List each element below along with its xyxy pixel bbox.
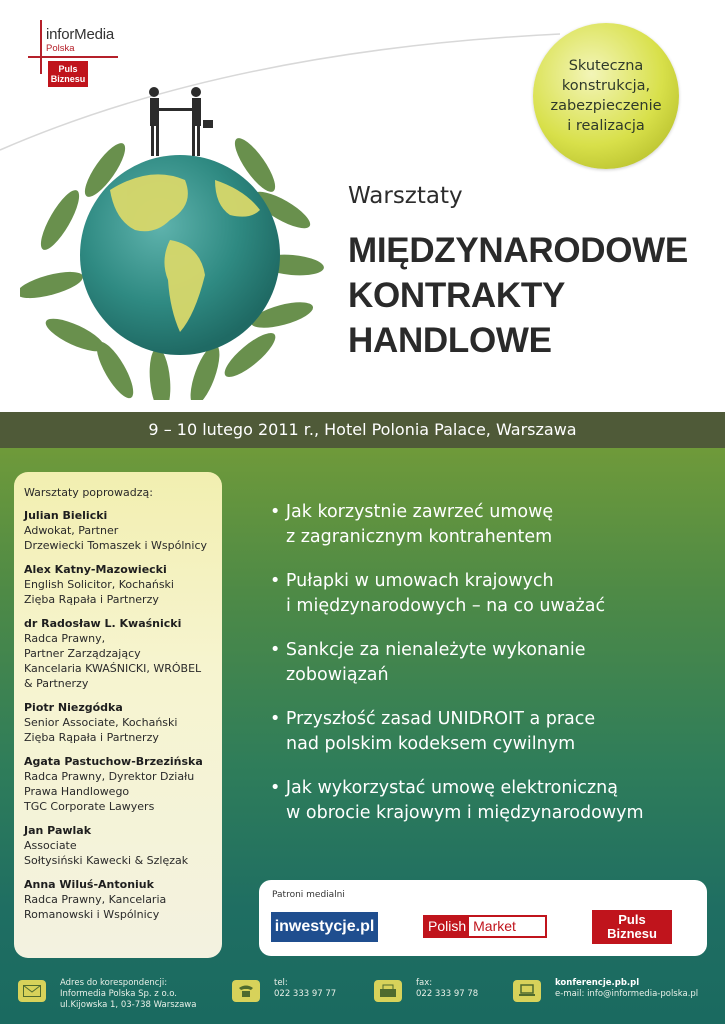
- speaker-role: Kancelaria KWAŚNICKI, WRÓBEL: [24, 662, 202, 675]
- topic-item: • Przyszłość zasad UNIDROIT a prace nad polskim kodeksem cywilnym: [270, 709, 596, 754]
- speaker-role: Romanowski i Wspólnicy: [24, 908, 160, 921]
- footer-tel: [232, 978, 336, 1002]
- speaker-name: Anna Wiluś-Antoniuk: [24, 878, 154, 891]
- logo-brand: inforMedia: [46, 26, 115, 43]
- email-link[interactable]: e-mail: info@informedia-polska.pl: [555, 989, 699, 999]
- address-line: Informedia Polska Sp. z o.o.: [60, 989, 177, 999]
- event-kicker: Warsztaty: [348, 183, 463, 209]
- fax-icon: [374, 980, 402, 1002]
- speaker: [24, 616, 222, 691]
- puls-biznesu-logo-small: Puls Biznesu: [48, 61, 88, 87]
- speaker-role: Adwokat, Partner: [24, 524, 119, 537]
- speaker: [24, 700, 222, 745]
- topics-list: [270, 500, 710, 845]
- fax-label: fax:: [416, 978, 433, 988]
- address-label: Adres do korespondencji:: [60, 978, 168, 988]
- speaker-role: Zięba Rąpała i Partnerzy: [24, 593, 159, 606]
- speaker-name: dr Radosław L. Kwaśnicki: [24, 617, 182, 630]
- topic-item: • Sankcje za nienależyte wykonanie zobowiązań: [270, 640, 586, 685]
- title-line: MIĘDZYNARODOWE: [348, 231, 688, 270]
- polish-market-logo[interactable]: Polish Market: [423, 915, 547, 938]
- fax-value: 022 333 97 78: [416, 989, 479, 999]
- topic-item: • Jak korzystnie zawrzeć umowę z zagranicznym kontrahentem: [270, 502, 554, 547]
- badge-line: Skuteczna: [568, 58, 644, 74]
- badge-line: konstrukcja,: [561, 78, 651, 94]
- speaker: [24, 754, 222, 814]
- badge-line: zabezpieczenie: [550, 98, 662, 114]
- header-area: [0, 0, 725, 412]
- speaker-role: Sołtysiński Kawecki & Szlęzak: [24, 854, 189, 867]
- speakers-panel: [14, 472, 222, 958]
- footer-address: [18, 978, 196, 1011]
- topic-item: • Jak wykorzystać umowę elektroniczną w obrocie krajowym i międzynarodowym: [270, 778, 644, 823]
- speaker-role: Radca Prawny, Dyrektor Działu: [24, 770, 195, 783]
- footer-web: [513, 978, 698, 1002]
- speaker-name: Julian Bielicki: [24, 509, 108, 522]
- event-title: [348, 228, 688, 363]
- patrons-label: Patroni medialni: [272, 890, 345, 900]
- laptop-icon: [513, 980, 541, 1002]
- inwestycje-logo[interactable]: inwestycje.pl: [271, 912, 378, 942]
- puls-biznesu-logo[interactable]: Puls Biznesu: [592, 910, 672, 944]
- speaker: [24, 877, 222, 922]
- speaker-role: Prawa Handlowego: [24, 785, 130, 798]
- speaker-role: Associate: [24, 839, 77, 852]
- speaker-role: Senior Associate, Kochański: [24, 716, 178, 729]
- speakers-heading: Warsztaty poprowadzą:: [24, 486, 153, 499]
- footer-fax: [374, 978, 478, 1002]
- speaker-role: Zięba Rąpała i Partnerzy: [24, 731, 159, 744]
- speaker: [24, 508, 222, 553]
- media-patrons-box: [259, 880, 707, 956]
- speaker-name: Piotr Niezgódka: [24, 701, 123, 714]
- speaker-role: Partner Zarządzający: [24, 647, 141, 660]
- speaker-name: Jan Pawlak: [24, 824, 92, 837]
- phone-icon: [232, 980, 260, 1002]
- speaker-role: Radca Prawny,: [24, 632, 106, 645]
- speaker-name: Agata Pastuchow-Brzezińska: [24, 755, 203, 768]
- title-line: HANDLOWE: [348, 321, 552, 360]
- globe-illustration: [20, 70, 340, 400]
- topic-badge: [533, 23, 679, 169]
- speaker-role: Radca Prawny, Kancelaria: [24, 893, 167, 906]
- speaker-name: Alex Katny-Mazowiecki: [24, 563, 167, 576]
- tel-value[interactable]: 022 333 97 77: [274, 989, 337, 999]
- website-link[interactable]: konferencje.pb.pl: [555, 978, 640, 988]
- speaker: [24, 562, 222, 607]
- speaker-role: English Solicitor, Kochański: [24, 578, 174, 591]
- speaker-role: Drzewiecki Tomaszek i Wspólnicy: [24, 539, 208, 552]
- badge-line: i realizacja: [567, 118, 645, 134]
- date-band: 9 – 10 lutego 2011 r., Hotel Polonia Palace, Warszawa: [0, 412, 725, 448]
- title-line: KONTRAKTY: [348, 276, 566, 315]
- tel-label: tel:: [274, 978, 288, 988]
- speaker-role: & Partnerzy: [24, 677, 89, 690]
- address-line: ul.Kijowska 1, 03-738 Warszawa: [60, 1000, 197, 1010]
- contact-footer: [0, 970, 725, 1024]
- speaker-role: TGC Corporate Lawyers: [24, 800, 155, 813]
- speaker: [24, 823, 222, 868]
- envelope-icon: [18, 980, 46, 1002]
- logo-brand-sub: Polska: [46, 43, 75, 54]
- topic-item: • Pułapki w umowach krajowych i międzynarodowych – na co uważać: [270, 571, 606, 616]
